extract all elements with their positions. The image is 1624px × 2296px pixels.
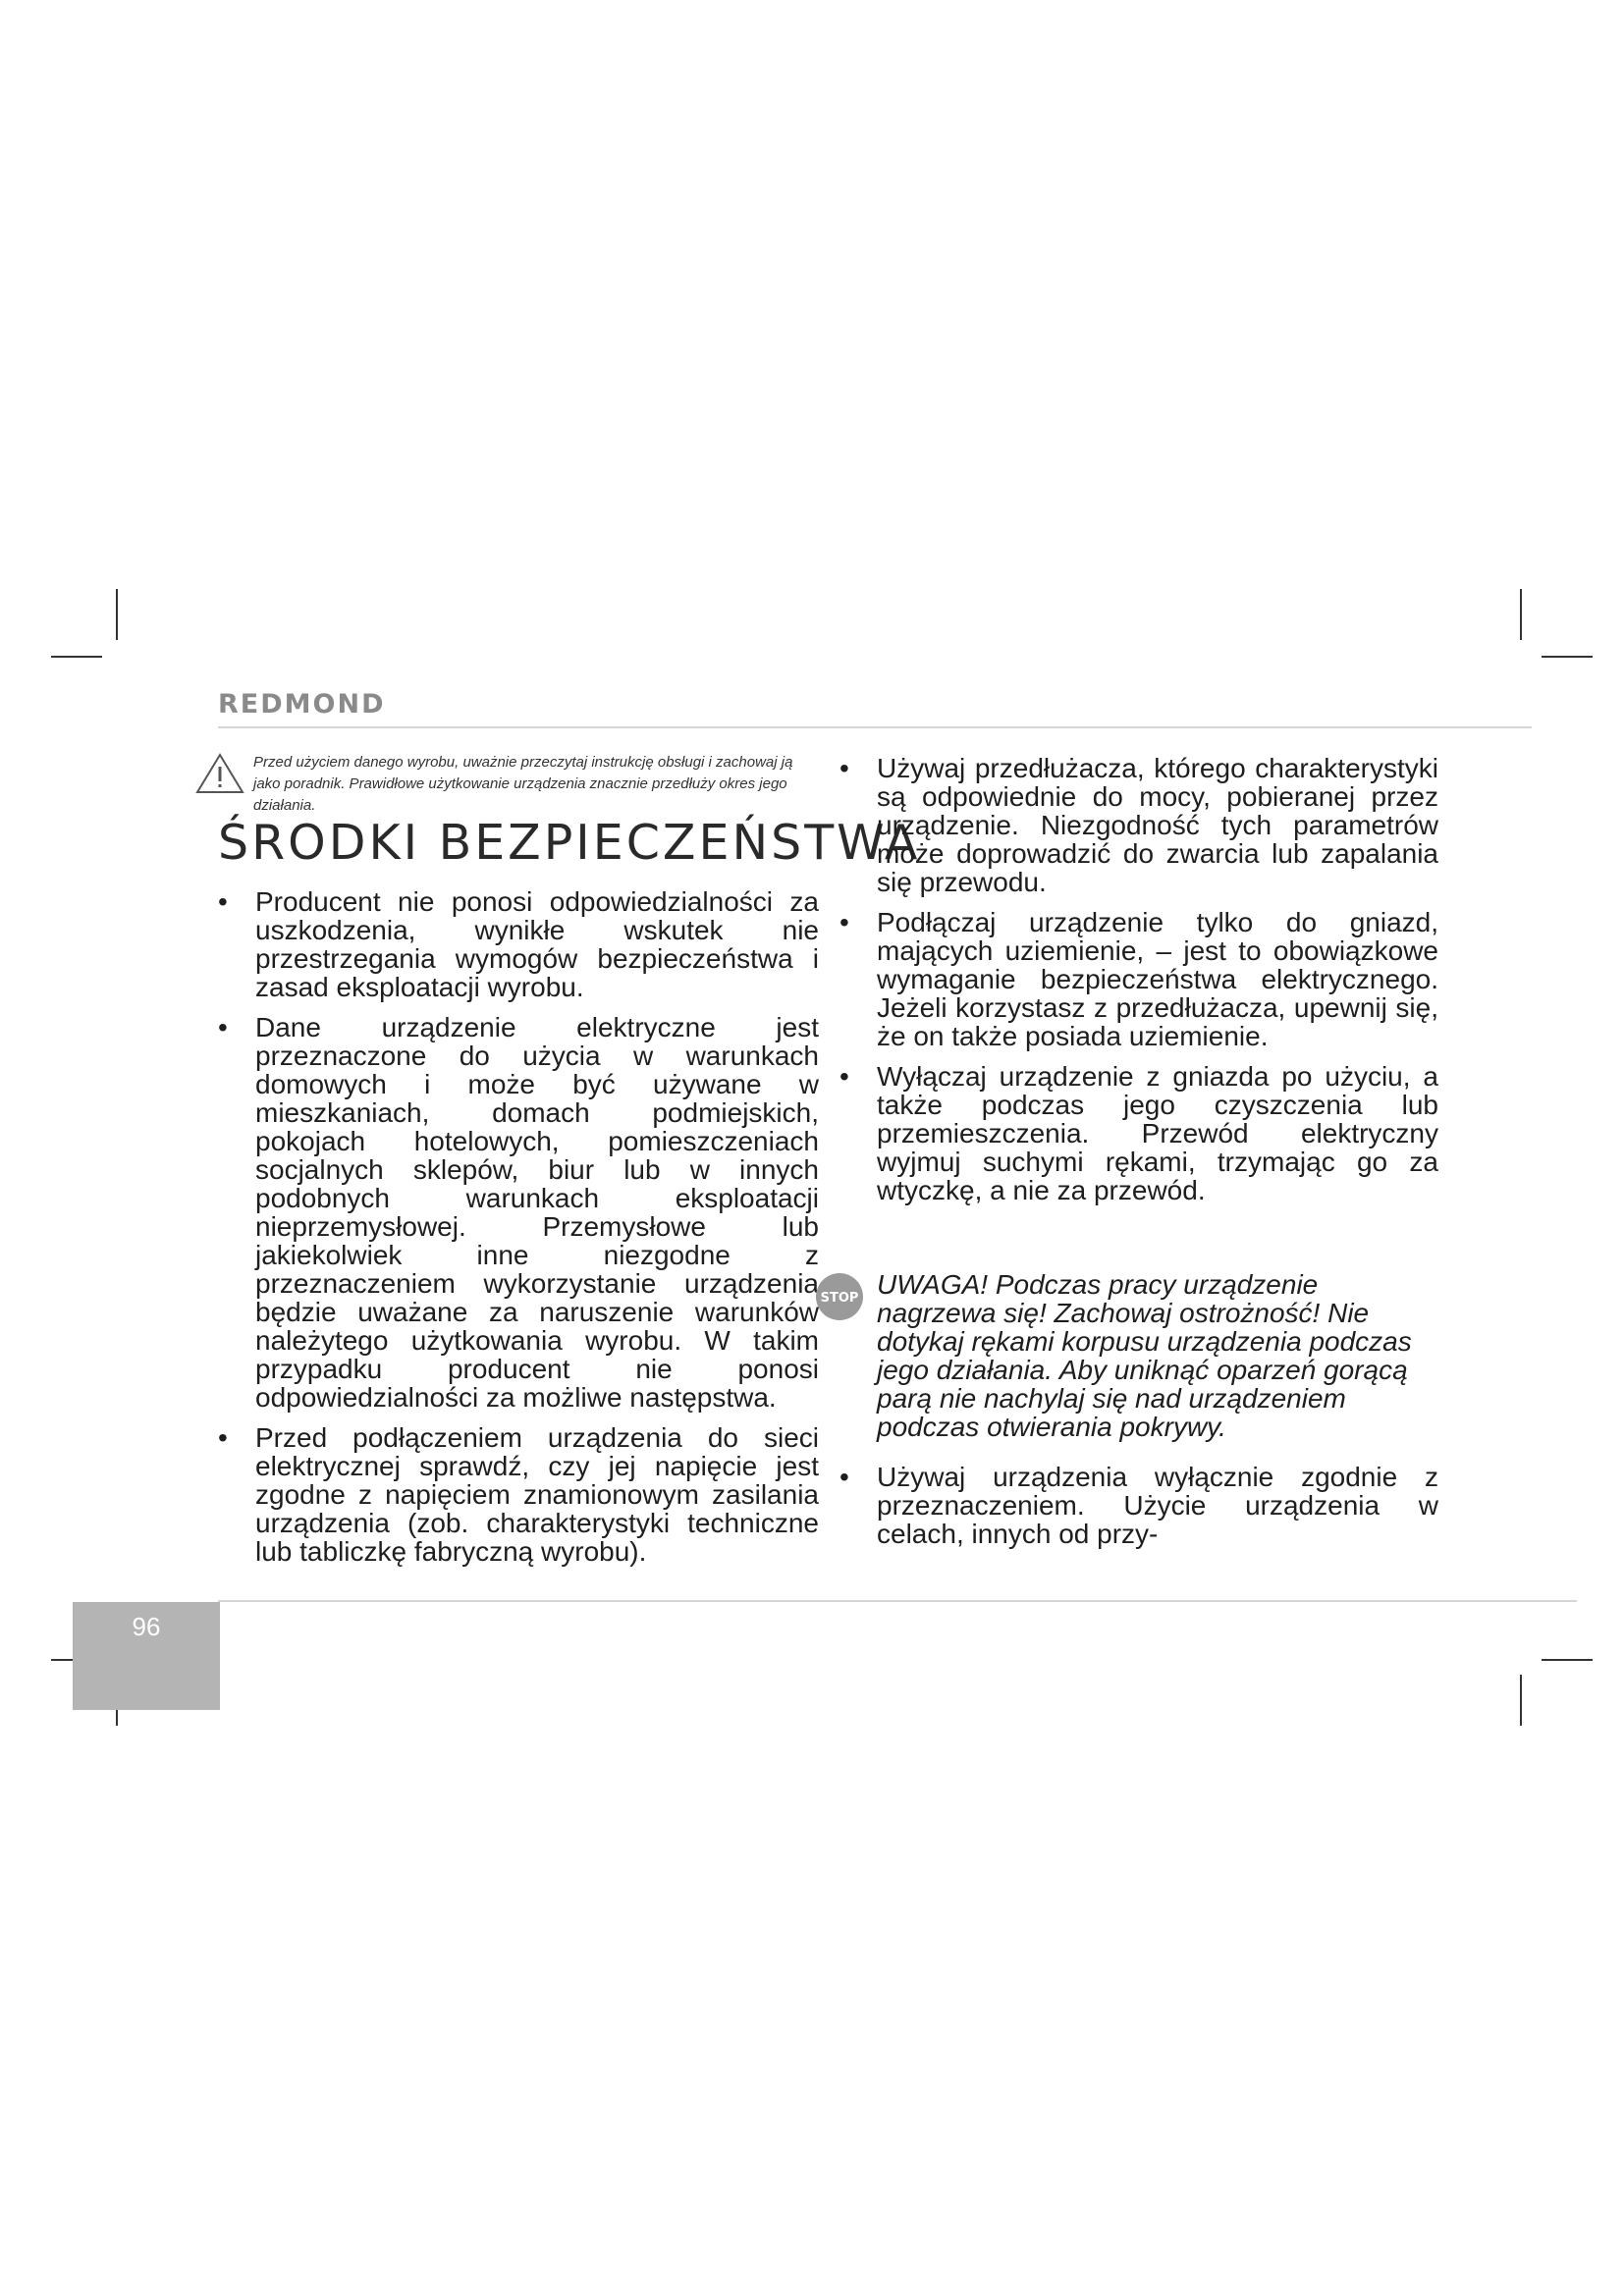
stop-sign-label: STOP [820, 1291, 859, 1306]
list-item-text: Wyłączaj urządzenie z gniazda po użyciu, a także podczas jego czyszczenia lub przemieszczenia. Przewód elektryczny wyjmuj suchymi rękami, trzymając go za wtyczkę, a nie za przewód. [877, 1061, 1438, 1205]
list-item [839, 908, 1438, 1050]
crop-mark-top-right-horizontal [1542, 656, 1593, 658]
section-title: ŚRODKI BEZPIECZEŃSTWA [218, 815, 921, 871]
bullet-icon: • [839, 907, 849, 937]
crop-mark-bottom-right-horizontal [1542, 1659, 1593, 1661]
list-item [218, 1423, 819, 1566]
footer-divider [218, 1600, 1532, 1602]
header-divider [218, 726, 1532, 728]
bullet-icon: • [218, 1422, 228, 1453]
list-item-text: Używaj przedłużacza, którego charakterystyki są odpowiednie do mocy, pobieranej przez urządzenie. Niezgodność tych parametrów może doprowadzić do zwarcia lub zapalania się przewodu. [877, 753, 1438, 897]
left-safety-list [218, 887, 819, 1577]
right-safety-list-continued [839, 1463, 1438, 1560]
page-number-box [73, 1602, 220, 1710]
bullet-icon: • [839, 753, 849, 783]
list-item [218, 1013, 819, 1412]
list-item [218, 887, 819, 1001]
bullet-icon: • [839, 1462, 849, 1492]
stop-warning-text: UWAGA! Podczas pracy urządzenie nagrzewa się! Zachowaj ostrożność! Nie dotykaj rękami korpusu urządzenia podczas jego działania. Aby uniknąć oparzeń gorącą parą nie nachylaj się nad urządzeniem podczas otwierania pokrywy. [877, 1269, 1412, 1442]
list-item [839, 754, 1438, 896]
crop-mark-top-left-vertical [116, 589, 118, 640]
list-item [839, 1463, 1438, 1548]
page-number: 96 [132, 1612, 161, 1641]
bullet-icon: • [839, 1061, 849, 1092]
list-item-text: Przed podłączeniem urządzenia do sieci elektrycznej sprawdź, czy jej napięcie jest zgodne z napięciem znamionowym zasilania urządzenia (zob. charakterystyki techniczne lub tabliczkę fabryczną wyrobu). [255, 1422, 819, 1567]
footer-divider-extension [1532, 1600, 1577, 1602]
list-item-text: Producent nie ponosi odpowiedzialności za uszkodzenia, wynikłe wskutek nie przestrzegania wymogów bezpieczeństwa i zasad eksploatacji wyrobu. [255, 886, 819, 1002]
crop-mark-bottom-right-vertical [1520, 1675, 1522, 1726]
list-item-text: Podłączaj urządzenie tylko do gniazd, mających uziemienie, – jest to obowiązkowe wymaganie bezpieczeństwa elektrycznego. Jeżeli korzystasz z przedłużacza, upewnij się, że on także posiada uziemienie. [877, 907, 1438, 1051]
bullet-icon: • [218, 886, 228, 917]
list-item [839, 1062, 1438, 1204]
brand-logo: REDMOND [218, 689, 386, 720]
bullet-icon: • [218, 1012, 228, 1042]
stop-sign-icon [815, 1272, 864, 1321]
list-item-text: Używaj urządzenia wyłącznie zgodnie z przeznaczeniem. Użycie urządzenia w celach, innych od przy- [877, 1462, 1438, 1549]
crop-mark-top-right-vertical [1520, 589, 1522, 640]
crop-mark-top-left-horizontal [51, 656, 102, 658]
right-safety-list [839, 754, 1438, 1216]
warning-triangle-icon [194, 752, 245, 795]
list-item-text: Dane urządzenie elektryczne jest przeznaczone do użycia w warunkach domowych i może być używane w mieszkaniach, domach podmiejskich, pokojach hotelowych, pomieszczeniach socjalnych sklepów, biur lub w innych podobnych warunkach eksploatacji nieprzemysłowej. Przemysłowe lub jakiekolwiek inne niezgodne z przeznaczeniem wykorzystanie urządzenia będzie uważane za naruszenie warunków należytego użytkowania wyrobu. W takim przypadku producent nie ponosi odpowiedzialności za możliwe następstwa. [255, 1012, 819, 1413]
intro-notice: Przed użyciem danego wyrobu, uważnie przeczytaj instrukcję obsługi i zachowaj ją jako poradnik. Prawidłowe użytkowanie urządzenia znacznie przedłuży okres jego działania. [253, 754, 793, 814]
